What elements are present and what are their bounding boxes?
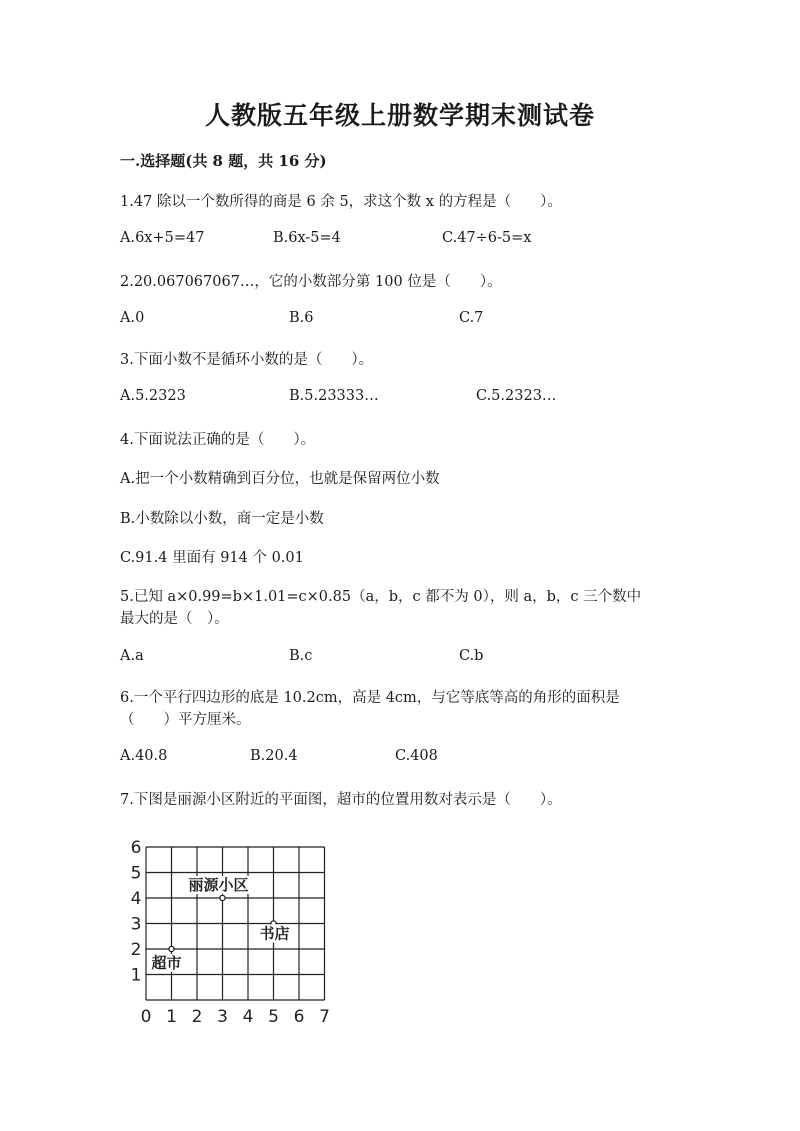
question-2-option-c: C.7 bbox=[459, 310, 484, 326]
grid-point-marker bbox=[220, 895, 225, 900]
x-tick-label: 0 bbox=[140, 1007, 152, 1027]
question-2-text: 2.20.067067067…，它的小数部分第 100 位是（ ）。 bbox=[120, 274, 502, 290]
question-5-text-line-2: 最大的是（ ）。 bbox=[120, 611, 229, 627]
y-tick-label: 2 bbox=[130, 940, 142, 960]
grid-point-label: 书店 bbox=[259, 924, 290, 943]
question-4-option-a: A.把一个小数精确到百分位，也就是保留两位小数 bbox=[120, 471, 440, 487]
axis-tick-labels bbox=[131, 838, 330, 1027]
question-3-text: 3.下面小数不是循环小数的是（ ）。 bbox=[120, 352, 374, 368]
x-tick-label: 3 bbox=[217, 1007, 228, 1027]
x-tick-label: 6 bbox=[293, 1007, 305, 1027]
question-5-option-b: B.c bbox=[289, 648, 313, 664]
question-3-option-a: A.5.2323 bbox=[120, 388, 186, 404]
x-tick-label: 2 bbox=[191, 1007, 203, 1027]
y-tick-label: 5 bbox=[130, 863, 142, 884]
question-1-text: 1.47 除以一个数所得的商是 6 余 5，求这个数 x 的方程是（ ）。 bbox=[120, 194, 562, 210]
question-4-option-b: B.小数除以小数，商一定是小数 bbox=[120, 511, 324, 527]
question-4-text: 4.下面说法正确的是（ ）。 bbox=[120, 432, 316, 448]
question-5-option-c: C.b bbox=[459, 648, 484, 664]
question-1-option-c: C.47÷6-5=x bbox=[442, 230, 532, 246]
question-1-option-b: B.6x-5=4 bbox=[273, 230, 341, 246]
question-5-text-line-1: 5.已知 a×0.99=b×1.01=c×0.85（a，b，c 都不为 0），则 a，b，c 三个数中 bbox=[120, 589, 642, 605]
y-tick-label: 1 bbox=[130, 965, 142, 986]
question-6-option-a: A.40.8 bbox=[120, 748, 168, 764]
question-2-option-b: B.6 bbox=[289, 310, 314, 326]
question-6-text-line-2: （ ）平方厘米。 bbox=[120, 712, 251, 728]
y-tick-label: 4 bbox=[130, 889, 142, 909]
grid-point-marker bbox=[169, 946, 174, 951]
question-6-option-c: C.408 bbox=[395, 748, 438, 764]
y-tick-label: 3 bbox=[130, 914, 142, 935]
x-tick-label: 7 bbox=[319, 1007, 330, 1027]
grid-lines bbox=[146, 847, 325, 1000]
question-4-option-c: C.91.4 里面有 914 个 0.01 bbox=[120, 550, 304, 566]
question-3-option-c: C.5.2323… bbox=[476, 388, 557, 404]
y-tick-label: 6 bbox=[130, 838, 142, 858]
x-tick-label: 5 bbox=[268, 1007, 279, 1027]
grid-point-label: 丽源小区 bbox=[188, 876, 249, 894]
grid-point-label: 超市 bbox=[151, 954, 182, 972]
question-6-option-b: B.20.4 bbox=[250, 748, 298, 764]
x-tick-label: 4 bbox=[242, 1007, 254, 1027]
page-title: 人教版五年级上册数学期末测试卷 bbox=[204, 101, 595, 130]
coordinate-grid-figure bbox=[128, 838, 338, 1028]
question-5-option-a: A.a bbox=[120, 648, 144, 664]
x-tick-label: 1 bbox=[166, 1007, 177, 1027]
question-6-text-line-1: 6.一个平行四边形的底是 10.2cm，高是 4cm，与它等底等高的角形的面积是 bbox=[120, 690, 620, 706]
question-7-text: 7.下图是丽源小区附近的平面图，超市的位置用数对表示是（ ）。 bbox=[120, 792, 562, 808]
section-header: 一.选择题(共 8 题，共 16 分) bbox=[120, 152, 327, 170]
question-2-option-a: A.0 bbox=[120, 310, 145, 326]
question-3-option-b: B.5.23333… bbox=[289, 388, 379, 404]
question-1-option-a: A.6x+5=47 bbox=[120, 230, 205, 246]
